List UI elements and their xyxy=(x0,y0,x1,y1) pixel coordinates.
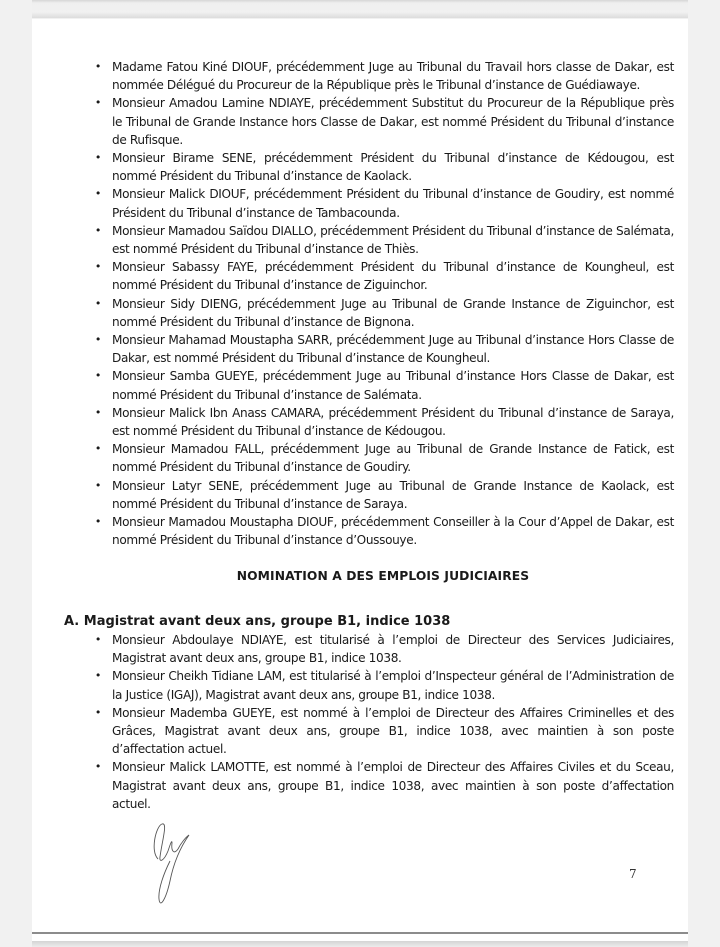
previous-page-edge xyxy=(32,0,688,18)
list-item-text: Madame Fatou Kiné DIOUF, précédemment Juge au Tribunal du Travail hors classe de Dakar, est nommée Délégué du Procureur de la République près le Tribunal d’instance de Guédiawaye. xyxy=(112,60,674,93)
bullet-icon: • xyxy=(94,333,102,347)
bullet-icon: • xyxy=(94,760,102,774)
bullet-icon: • xyxy=(94,296,102,310)
list-item xyxy=(92,440,674,476)
signature-initials-icon xyxy=(148,821,198,913)
list-item xyxy=(92,331,674,367)
list-item xyxy=(92,758,674,813)
list-item xyxy=(92,149,674,185)
list-item-text: Monsieur Abdoulaye NDIAYE, est titularisé à l’emploi de Directeur des Services Judiciaires, Magistrat avant deux ans, groupe B1, indice 1038. xyxy=(112,632,674,666)
bullet-icon: • xyxy=(94,60,102,73)
bullet-icon: • xyxy=(94,405,102,419)
list-item-text: Monsieur Mahamad Moustapha SARR, précédemment Juge au Tribunal d’instance Hors Classe de Dakar, est nommé Président du Tribunal d’instance de Koungheul. xyxy=(112,333,674,366)
bullet-icon: • xyxy=(94,478,102,492)
list-item-text: Monsieur Birame SENE, précédemment Président du Tribunal d’instance de Kédougou, est nommé Président du Tribunal d’instance de Kaolack. xyxy=(112,151,674,184)
bullet-icon: • xyxy=(94,632,102,646)
list-item-text: Monsieur Mademba GUEYE, est nommé à l’emploi de Directeur des Affaires Criminelles et des Grâces, Magistrat avant deux ans, groupe B1, indice 1038, avec maintien à son poste d’affectation actuel. xyxy=(112,705,674,757)
list-item-text: Monsieur Cheikh Tidiane LAM, est titularisé à l’emploi d’Inspecteur général de l’Administration de la Justice (IGAJ), Magistrat avant deux ans, groupe B1, indice 1038. xyxy=(112,669,674,702)
list-item xyxy=(92,367,674,403)
list-item xyxy=(92,185,674,221)
bullet-icon: • xyxy=(94,96,102,110)
bullet-icon: • xyxy=(94,151,102,165)
bullet-icon: • xyxy=(94,515,102,529)
list-item xyxy=(92,222,674,258)
list-item-text: Monsieur Latyr SENE, précédemment Juge au Tribunal de Grande Instance de Kaolack, est nommé Président du Tribunal d’instance de Saraya. xyxy=(112,478,674,511)
bullet-icon: • xyxy=(94,223,102,237)
bullet-icon: • xyxy=(94,705,102,719)
list-item-text: Monsieur Malick LAMOTTE, est nommé à l’emploi de Directeur des Affaires Civiles et du Sceau, Magistrat avant deux ans, groupe B1, indice 1038, avec maintien à son poste d’affectation actuel. xyxy=(112,760,674,811)
list-item xyxy=(92,258,674,294)
list-item-text: Monsieur Mamadou Saïdou DIALLO, précédemment Président du Tribunal d’instance de Salémata, est nommé Président du Tribunal d’instance de Thiès. xyxy=(112,223,674,257)
page-content xyxy=(64,58,674,813)
judicial-posts-list xyxy=(92,631,674,813)
bullet-icon: • xyxy=(94,669,102,683)
bullet-icon: • xyxy=(94,369,102,383)
section-heading: NOMINATION A DES EMPLOIS JUDICIAIRES xyxy=(236,569,530,584)
list-item xyxy=(92,58,674,94)
bullet-icon: • xyxy=(94,187,102,201)
list-item-text: Monsieur Mamadou Moustapha DIOUF, précédemment Conseiller à la Cour d’Appel de Dakar, est nommé Président du Tribunal d’instance d’Oussouye. xyxy=(112,515,674,548)
list-item-text: Monsieur Sabassy FAYE, précédemment Président du Tribunal d’instance de Koungheul, est nommé Président du Tribunal d’instance de Ziguinchor. xyxy=(112,260,674,293)
list-item-text: Monsieur Samba GUEYE, précédemment Juge au Tribunal d’instance Hors Classe de Dakar, est nommé Président du Tribunal d’instance de Salémata. xyxy=(112,369,674,402)
list-item xyxy=(92,404,674,440)
page-bottom-edge xyxy=(32,932,688,934)
page-number: 7 xyxy=(629,867,637,881)
list-item-text: Monsieur Mamadou FALL, précédemment Juge au Tribunal de Grande Instance de Fatick, est nommé Président du Tribunal d’instance de Goudiry. xyxy=(112,442,674,475)
list-item xyxy=(92,513,674,549)
list-item-text: Monsieur Malick DIOUF, précédemment Président du Tribunal d’instance de Goudiry, est nommé Président du Tribunal d’instance de Tambacounda. xyxy=(112,187,674,220)
list-item-text: Monsieur Amadou Lamine NDIAYE, précédemment Substitut du Procureur de la République près le Tribunal de Grande Instance hors Classe de Dakar, est nommé Président du Tribunal d’instance de Rufisque. xyxy=(112,96,674,147)
appointments-list xyxy=(92,58,674,549)
list-item xyxy=(92,667,674,703)
document-page[interactable] xyxy=(32,19,688,941)
next-page-edge xyxy=(32,941,688,947)
list-item-text: Monsieur Sidy DIENG, précédemment Juge au Tribunal de Grande Instance de Ziguinchor, est nommé Président du Tribunal d’instance de Bignona. xyxy=(112,296,674,329)
list-item xyxy=(92,94,674,149)
subsection-heading: A. Magistrat avant deux ans, groupe B1, indice 1038 xyxy=(64,613,451,629)
list-item-text: Monsieur Malick Ibn Anass CAMARA, précédemment Président du Tribunal d’instance de Saraya, est nommé Président du Tribunal d’instance de Kédougou. xyxy=(112,405,674,439)
list-item xyxy=(92,704,674,759)
bullet-icon: • xyxy=(94,442,102,456)
bullet-icon: • xyxy=(94,260,102,274)
list-item xyxy=(92,295,674,331)
list-item xyxy=(92,631,674,667)
list-item xyxy=(92,477,674,513)
